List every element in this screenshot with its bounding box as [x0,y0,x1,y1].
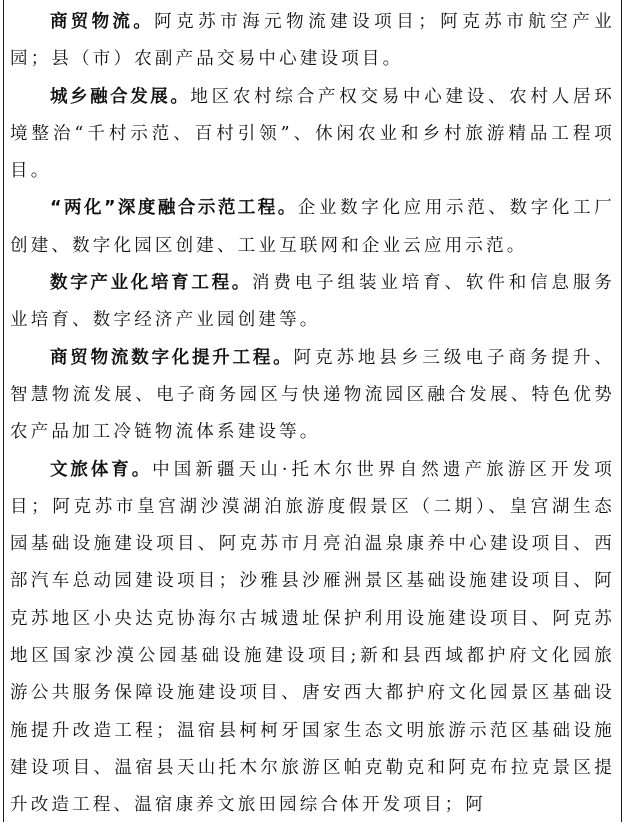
paragraph-digital-industry [10,265,615,340]
paragraph-logistics-digital [10,340,615,452]
paragraph-text: 阿克苏地县乡三级电子商务提升、智慧物流发展、电子商务园区与快递物流园区融合发展、特色优势农产品加工冷链物流体系建设等。 [10,347,616,443]
document-body [10,4,615,825]
paragraph-urban-rural [10,79,615,191]
paragraph-heading: 数字产业化培育工程。 [50,273,252,294]
paragraph-text: 中国新疆天山·托木尔世界自然遗产旅游区开发项目；阿克苏市皇宫湖沙漠湖泊旅游度假景区（二期）、皇宫湖生态园基础设施建设项目、阿克苏市月亮泊温泉康养中心建设项目、西部汽车总动园建设项目；沙雅县沙雁洲景区基础设施建设项目、阿克苏地区小央达克协海尔古城遗址保护利用设施建设项目、阿克苏地区国家沙漠公园基础设施建设项目;新和县西域都护府文化园旅游公共服务保障设施建设项目、唐安西大都护府文化园景区基础设施提升改造工程；温宿县柯柯牙国家生态文明旅游示范区基础设施建设项目、温宿县天山托木尔旅游区帕克勒克和阿克布拉克景区提升改造工程、温宿康养文旅田园综合体开发项目；阿 [10,459,615,816]
paragraph-text: 阿克苏市海元物流建设项目；阿克苏市航空产业园；县（市）农副产品交易中心建设项目。 [10,12,615,70]
paragraph-heading: “两化”深度融合示范工程。 [50,198,298,219]
paragraph-heading: 城乡融合发展。 [50,86,191,107]
paragraph-text: 地区农村综合产权交易中心建设、农村人居环境整治“千村示范、百村引领”、休闲农业和乡村旅游精品工程项目。 [10,86,616,182]
paragraph-text: 消费电子组装业培育、软件和信息服务业培育、数字经济产业园创建等。 [10,273,616,331]
paragraph-commerce-logistics [10,4,615,79]
paragraph-text: 企业数字化应用示范、数字化工厂创建、数字化园区创建、工业互联网和企业云应用示范。 [10,198,615,256]
paragraph-two-integration [10,190,615,265]
paragraph-heading: 商贸物流数字化提升工程。 [50,347,294,368]
paragraph-heading: 文旅体育。 [50,459,153,480]
paragraph-heading: 商贸物流。 [50,12,155,32]
paragraph-culture-tourism [10,452,615,825]
